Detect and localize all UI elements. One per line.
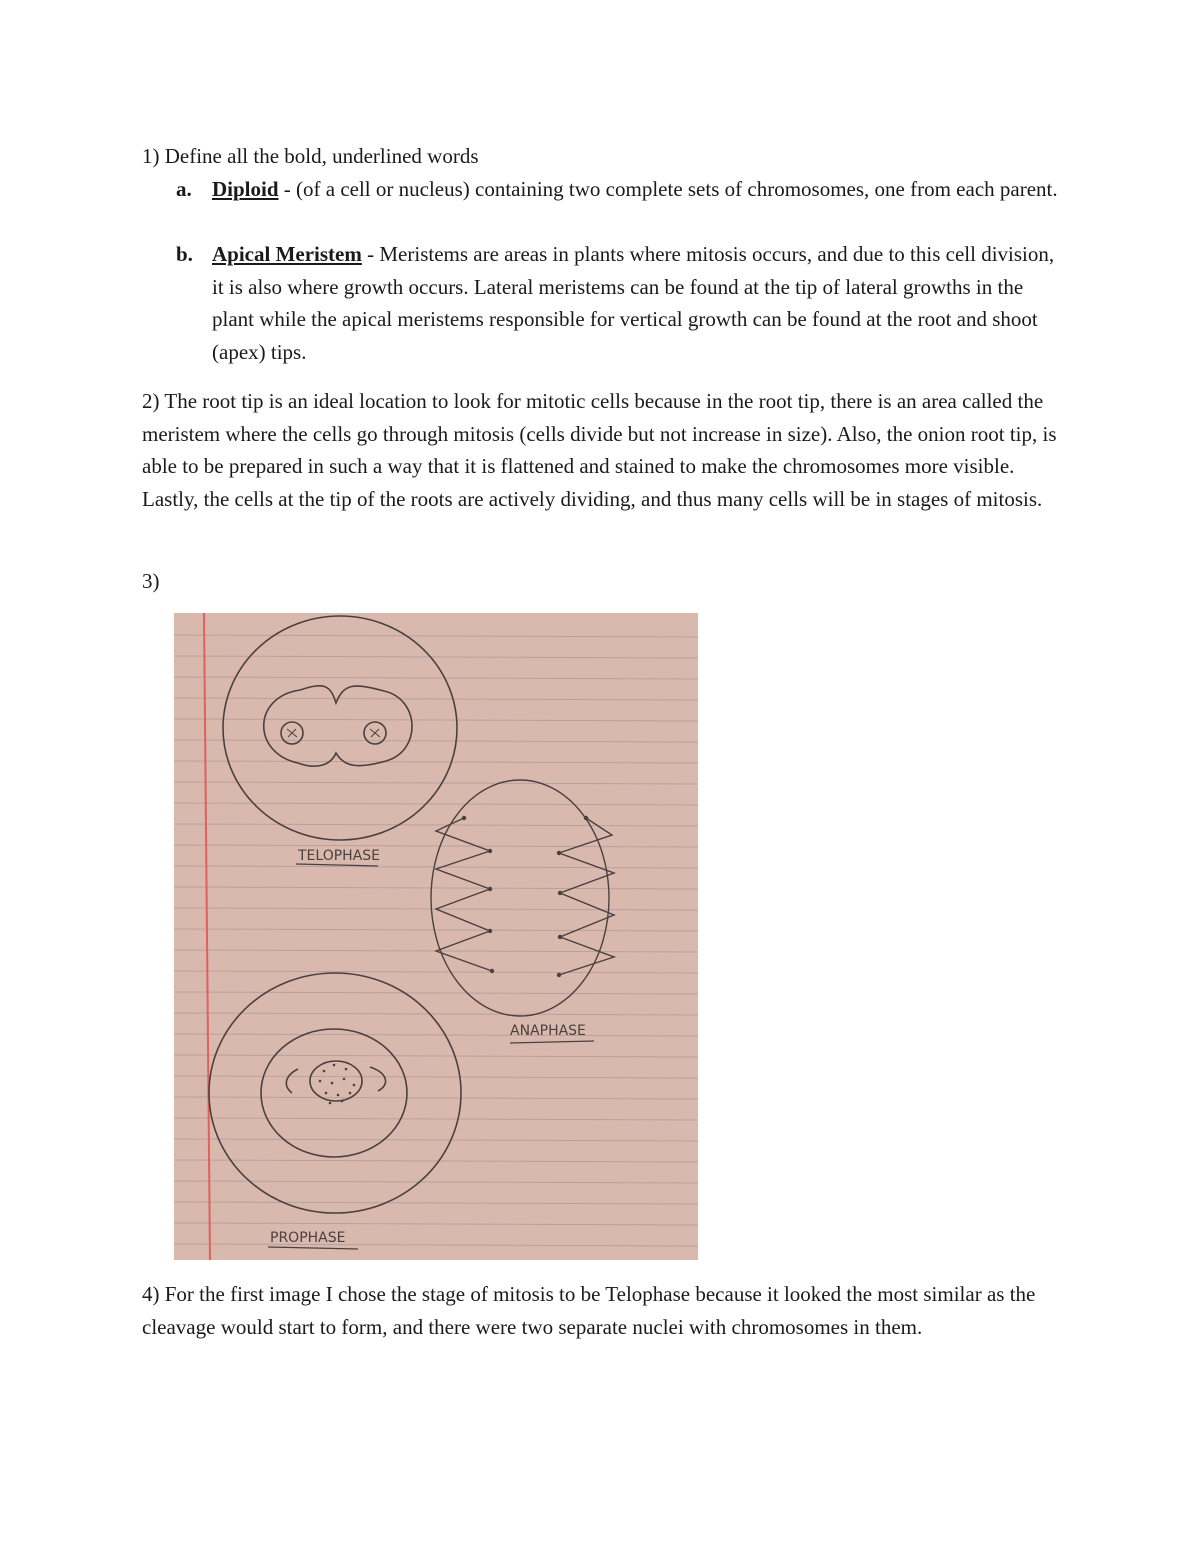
prophase-chromatin-speck — [329, 1102, 332, 1105]
prophase-chromatin-speck — [341, 1100, 344, 1103]
prophase-chromatin-speck — [323, 1070, 326, 1073]
prophase-chromatin-speck — [349, 1092, 352, 1095]
definition-list-b — [176, 238, 1066, 368]
question-2-answer: 2) The root tip is an ideal location to look for mitotic cells because in the root tip, there is an area called the meristem where the cells go through mitosis (cells divide but not increase in size). Also, the onion root tip, is able to be prepared in such a way that it is flattened and stained to make the chromosomes more visible. Lastly, the cells at the tip of the roots are actively dividing, and thus many cells will be in stages of mitosis. — [142, 389, 1057, 511]
question-1-heading: 1) Define all the bold, underlined words — [142, 144, 479, 168]
question-4-answer: 4) For the first image I chose the stage of mitosis to be Telophase because it looked the most similar as the cleavage would start to form, and there were two separate nuclei with chromosomes in them. — [142, 1282, 1036, 1339]
anaphase-chromatid-point — [488, 887, 492, 891]
anaphase-chromatid-point — [558, 891, 562, 895]
anaphase-chromatid-point — [584, 816, 588, 820]
anaphase-chromatid-point — [462, 816, 466, 820]
prophase-chromatin-speck — [353, 1084, 356, 1087]
list-marker: b. — [176, 242, 193, 266]
term-diploid: Diploid — [212, 177, 279, 201]
question-3-label: 3) — [142, 569, 160, 593]
prophase-chromatin-speck — [343, 1078, 346, 1081]
anaphase-chromatid-point — [488, 929, 492, 933]
telophase-label: TELOPHASE — [298, 848, 380, 864]
term-apical-meristem: Apical Meristem — [212, 242, 362, 266]
prophase-chromatin-speck — [337, 1094, 340, 1097]
prophase-chromatin-speck — [325, 1092, 328, 1095]
definition-item-diploid — [176, 173, 1066, 206]
definition-item-apical-meristem — [176, 238, 1066, 368]
definition-apical-meristem: - Meristems are areas in plants where mitosis occurs, and due to this cell division, it is also where growth occurs. Lateral meristems can be found at the tip of lateral growths in the plant while the apical meristems responsible for vertical growth can be found at the root and shoot (apex) tips. — [212, 242, 1055, 364]
anaphase-label: ANAPHASE — [510, 1023, 586, 1039]
anaphase-chromatid-point — [558, 935, 562, 939]
mitosis-drawing-photo — [174, 613, 698, 1260]
mitosis-drawing-svg — [174, 613, 698, 1260]
prophase-label: PROPHASE — [270, 1230, 346, 1246]
prophase-chromatin-speck — [319, 1080, 322, 1083]
anaphase-chromatid-point — [490, 969, 494, 973]
definition-list-a — [176, 173, 1066, 206]
list-marker: a. — [176, 177, 192, 201]
anaphase-chromatid-point — [557, 973, 561, 977]
prophase-chromatin-speck — [331, 1082, 334, 1085]
prophase-chromatin-speck — [345, 1068, 348, 1071]
prophase-chromatin-speck — [333, 1064, 336, 1067]
definition-diploid: - (of a cell or nucleus) containing two complete sets of chromosomes, one from each parent. — [278, 177, 1058, 201]
anaphase-chromatid-point — [488, 849, 492, 853]
anaphase-chromatid-point — [557, 851, 561, 855]
